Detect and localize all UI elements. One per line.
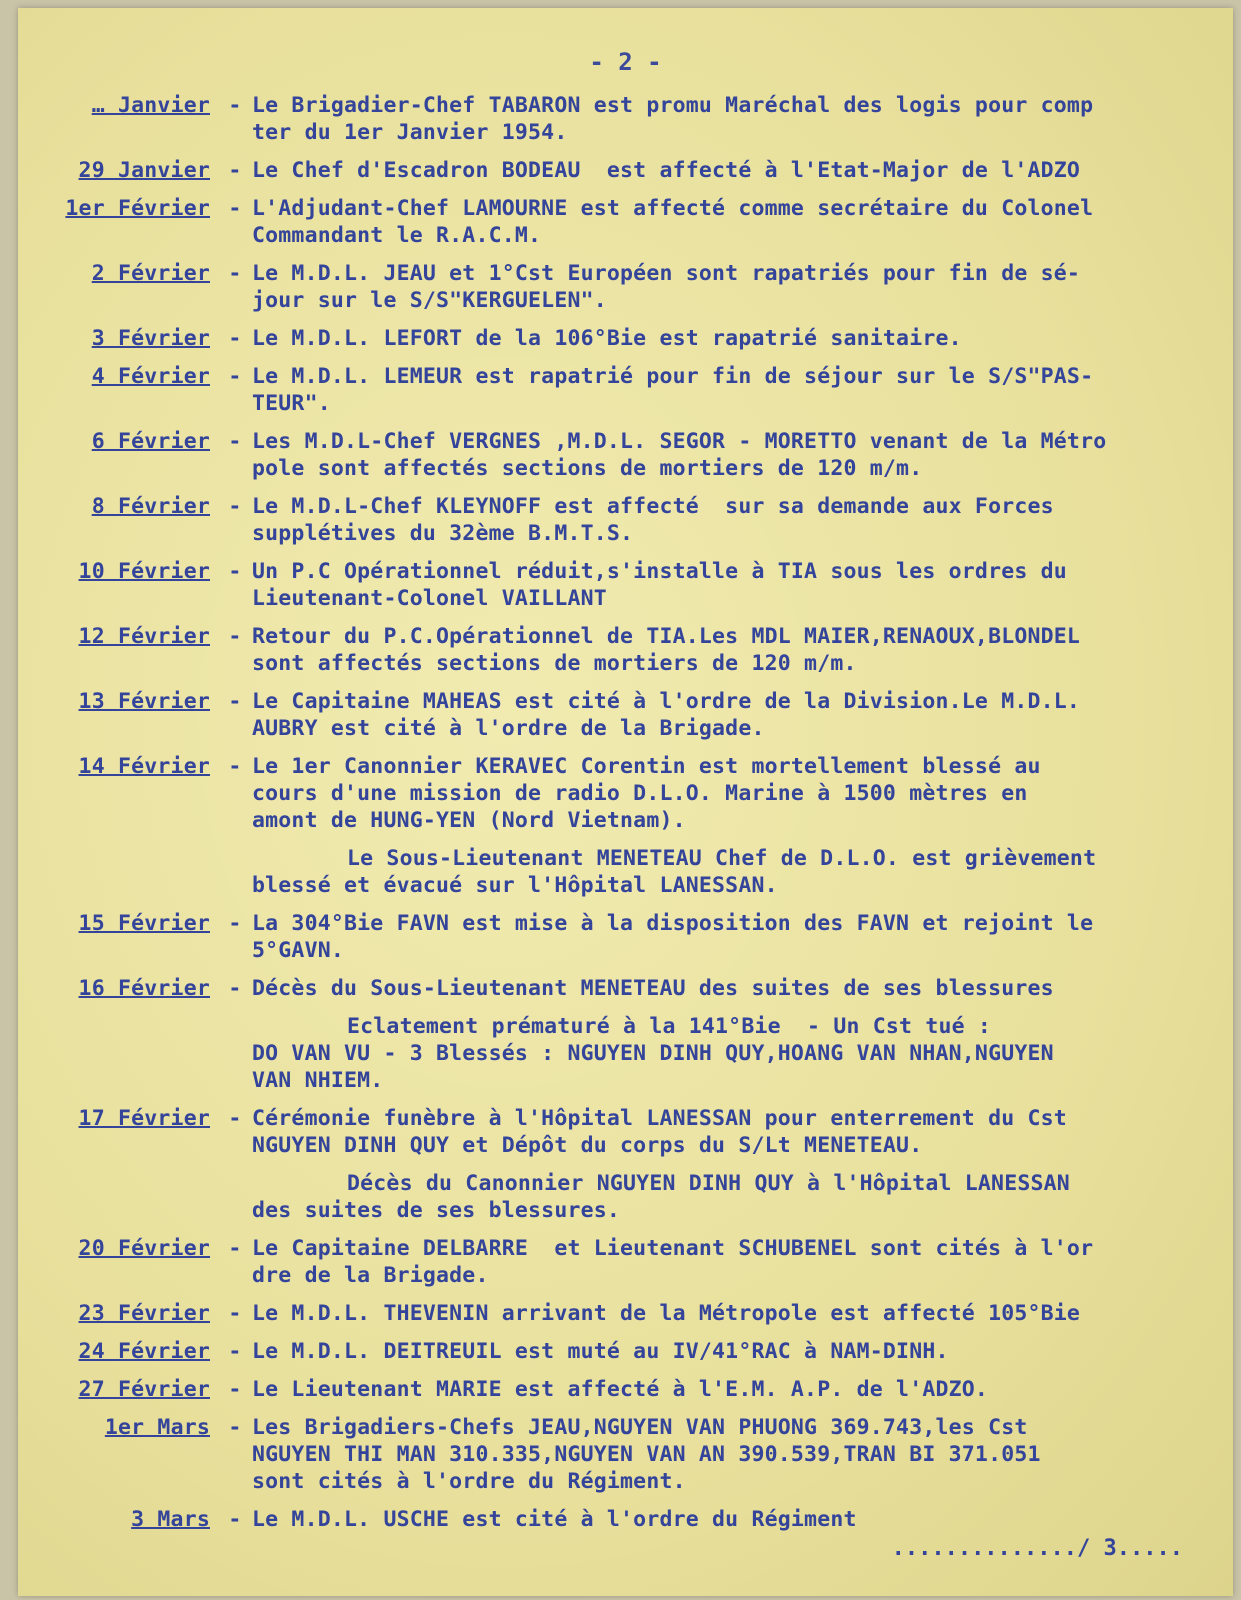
- entry-dash: -: [228, 429, 242, 454]
- entry-dash: -: [228, 261, 242, 286]
- entry-text: Le Capitaine MAHEAS est cité à l'ordre de la Division.Le M.D.L. AUBRY est cité à l'ordre de la Brigade.: [252, 689, 1081, 741]
- entry-date: 27 Février: [78, 1377, 210, 1402]
- entry-text: La 304°Bie FAVN est mise à la disposition des FAVN et rejoint le 5°GAVN.: [252, 911, 1094, 963]
- entry-dash: -: [228, 1415, 242, 1440]
- entry-text: Le M.D.L. THEVENIN arrivant de la Métropole est affecté 105°Bie: [252, 1301, 1081, 1326]
- entry-text: Les M.D.L-Chef VERGNES ,M.D.L. SEGOR - MORETTO venant de la Métro pole sont affectés sections de mortiers de 120 m/m.: [252, 429, 1107, 481]
- journal-entry: [40, 558, 1220, 612]
- entry-text: Les Brigadiers-Chefs JEAU,NGUYEN VAN PHUONG 369.743,les Cst NGUYEN THI MAN 310.335,NGUYEN VAN AN 390.539,TRAN BI 371.051 sont cités à l'ordre du Régiment.: [252, 1415, 1041, 1494]
- entry-date: 2 Février: [91, 261, 210, 286]
- entry-dash: -: [228, 494, 242, 519]
- entry-text: Le 1er Canonnier KERAVEC Corentin est mortellement blessé au cours d'une mission de radio D.L.O. Marine à 1500 mètres en amont de HUNG-YEN (Nord Vietnam).: [252, 754, 1041, 833]
- entry-dash: -: [228, 364, 242, 389]
- entry-text: Le Brigadier-Chef TABARON est promu Maréchal des logis pour comp ter du 1er Janvier 1954.: [252, 93, 1094, 145]
- journal-entry: [40, 493, 1220, 547]
- journal-entry: [40, 910, 1220, 964]
- entry-date: 29 Janvier: [78, 158, 210, 183]
- journal-entries: [40, 92, 1220, 1544]
- entry-dash: -: [228, 624, 242, 649]
- entry-date: 3 Février: [91, 326, 210, 351]
- journal-entry: [40, 325, 1220, 352]
- journal-entry: [40, 753, 1220, 834]
- journal-entry: [40, 1338, 1220, 1365]
- entry-text: Le Chef d'Escadron BODEAU est affecté à l'Etat-Major de l'ADZO: [252, 158, 1081, 183]
- entry-date: 17 Février: [78, 1106, 210, 1131]
- entry-date: 13 Février: [78, 689, 210, 714]
- entry-date: 16 Février: [78, 976, 210, 1001]
- journal-entry: [40, 1235, 1220, 1289]
- entry-dash: -: [228, 689, 242, 714]
- entry-text: Le Lieutenant MARIE est affecté à l'E.M. A.P. de l'ADZO.: [252, 1377, 989, 1402]
- entry-date: 8 Février: [91, 494, 210, 519]
- journal-entry: [40, 428, 1220, 482]
- entry-text: L'Adjudant-Chef LAMOURNE est affecté comme secrétaire du Colonel Commandant le R.A.C.M.: [252, 196, 1094, 248]
- entry-date: 1er Février: [65, 196, 210, 221]
- entry-date: 6 Février: [91, 429, 210, 454]
- entry-text: Le M.D.L. DEITREUIL est muté au IV/41°RAC à NAM-DINH.: [252, 1339, 949, 1364]
- journal-entry: [40, 363, 1220, 417]
- entry-date: 14 Février: [78, 754, 210, 779]
- entry-date: 23 Février: [78, 1301, 210, 1326]
- entry-date: 20 Février: [78, 1236, 210, 1261]
- journal-entry: [40, 623, 1220, 677]
- entry-text: Le M.D.L. LEMEUR est rapatrié pour fin de séjour sur le S/S"PAS- TEUR".: [252, 364, 1094, 416]
- journal-entry: [40, 1376, 1220, 1403]
- entry-dash: -: [228, 1377, 242, 1402]
- entry-continuation: Décès du Canonnier NGUYEN DINH QUY à l'Hôpital LANESSAN des suites de ses blessures.: [252, 1171, 1070, 1223]
- entry-dash: -: [228, 1301, 242, 1326]
- entry-text: Le Capitaine DELBARRE et Lieutenant SCHUBENEL sont cités à l'or dre de la Brigade.: [252, 1236, 1094, 1288]
- entry-text: Le M.D.L-Chef KLEYNOFF est affecté sur sa demande aux Forces supplétives du 32ème B.M.T.S.: [252, 494, 1054, 546]
- journal-entry: [40, 195, 1220, 249]
- entry-text: Le M.D.L. LEFORT de la 106°Bie est rapatrié sanitaire.: [252, 326, 962, 351]
- entry-dash: -: [228, 196, 242, 221]
- journal-entry: [40, 688, 1220, 742]
- entry-dash: -: [228, 976, 242, 1001]
- entry-text: Retour du P.C.Opérationnel de TIA.Les MDL MAIER,RENAOUX,BLONDEL sont affectés sections de mortiers de 120 m/m.: [252, 624, 1081, 676]
- continuation-marker: ............../ 3.....: [891, 1536, 1183, 1561]
- entry-dash: -: [228, 1339, 242, 1364]
- entry-text: Le M.D.L. JEAU et 1°Cst Européen sont rapatriés pour fin de sé- jour sur le S/S"KERGUELEN".: [252, 261, 1081, 313]
- page-number: - 2 -: [589, 48, 662, 76]
- entry-dash: -: [228, 754, 242, 779]
- entry-dash: -: [228, 158, 242, 183]
- entry-text: Décès du Sous-Lieutenant MENETEAU des suites de ses blessures: [252, 976, 1054, 1001]
- journal-entry: [40, 1414, 1220, 1495]
- entry-date: 12 Février: [78, 624, 210, 649]
- entry-dash: -: [228, 93, 242, 118]
- entry-text: Cérémonie funèbre à l'Hôpital LANESSAN pour enterrement du Cst NGUYEN DINH QUY et Dépôt du corps du S/Lt MENETEAU.: [252, 1106, 1067, 1158]
- entry-date: 3 Mars: [131, 1507, 210, 1532]
- document-page: [18, 8, 1233, 1596]
- entry-dash: -: [228, 1106, 242, 1131]
- journal-entry: [40, 1506, 1220, 1533]
- entry-text: Le M.D.L. USCHE est cité à l'ordre du Régiment: [252, 1507, 857, 1532]
- entry-continuation: Eclatement prématuré à la 141°Bie - Un Cst tué : DO VAN VU - 3 Blessés : NGUYEN DINH QUY,HOANG VAN NHAN,NGUYEN VAN NHIEM.: [252, 1014, 1054, 1093]
- entry-date: … Janvier: [91, 93, 210, 118]
- entry-dash: -: [228, 1507, 242, 1532]
- journal-entry: [40, 1300, 1220, 1327]
- journal-entry: [40, 975, 1220, 1002]
- entry-dash: -: [228, 911, 242, 936]
- entry-date: 4 Février: [91, 364, 210, 389]
- entry-dash: -: [228, 326, 242, 351]
- journal-entry: [40, 1105, 1220, 1159]
- journal-entry: [40, 157, 1220, 184]
- journal-entry: [40, 260, 1220, 314]
- entry-date: 10 Février: [78, 559, 210, 584]
- journal-entry: [40, 92, 1220, 146]
- entry-date: 15 Février: [78, 911, 210, 936]
- entry-text: Un P.C Opérationnel réduit,s'installe à TIA sous les ordres du Lieutenant-Colonel VAILLANT: [252, 559, 1067, 611]
- entry-continuation: Le Sous-Lieutenant MENETEAU Chef de D.L.O. est grièvement blessé et évacué sur l'Hôpital LANESSAN.: [252, 846, 1097, 898]
- entry-date: 1er Mars: [104, 1415, 210, 1440]
- entry-dash: -: [228, 559, 242, 584]
- entry-dash: -: [228, 1236, 242, 1261]
- entry-date: 24 Février: [78, 1339, 210, 1364]
